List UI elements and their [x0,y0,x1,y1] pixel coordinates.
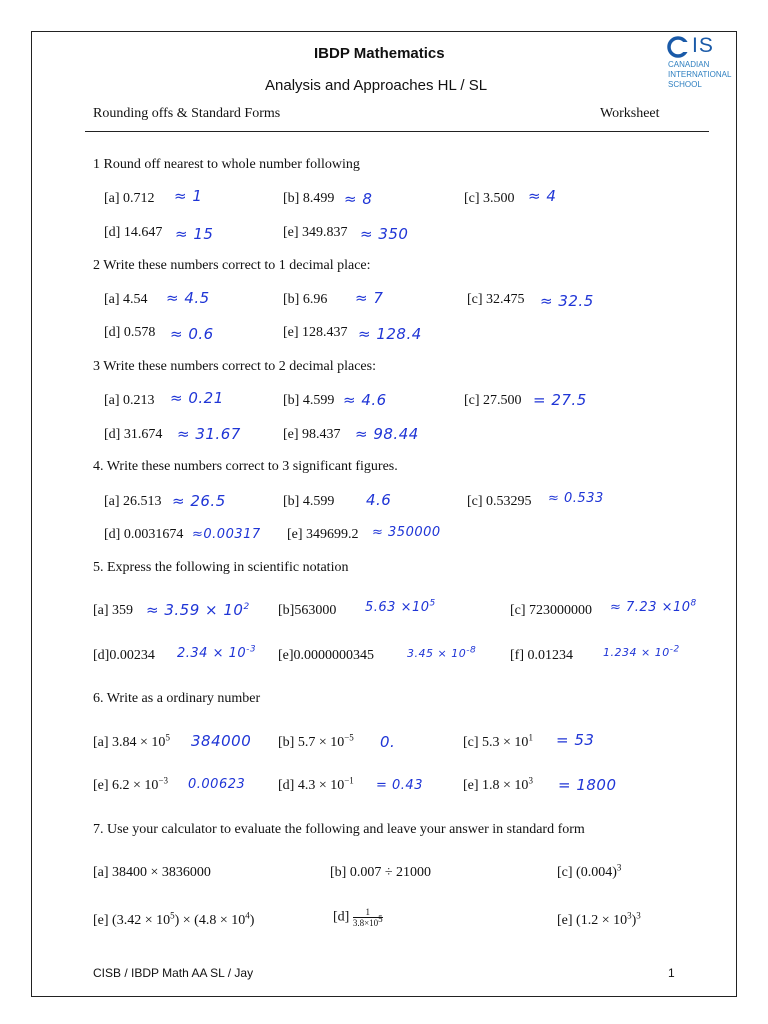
q1-item-a: [a] 0.712 [104,191,155,206]
q1-answer-c: ≈ 4 [528,187,557,205]
question-1-prompt: 1 Round off nearest to whole number following [93,157,360,172]
q2-answer-b: ≈ 7 [355,289,384,307]
q4-item-a: [a] 26.513 [104,494,162,509]
q6-answer-e: = 0.43 [376,778,423,793]
question-6-prompt: 6. Write as a ordinary number [93,691,261,706]
q3-item-a: [a] 0.213 [104,393,155,408]
q2-item-c: [c] 32.475 [467,292,525,307]
q5-item-e: [e]0.0000000345 [278,648,375,663]
q5-answer-a: ≈ $3.59 \times 10^2$ [146,601,250,619]
q6-item-c: [c] $5.3 \times 10^1$ [463,732,533,750]
q1-item-b: [b] 8.499 [283,191,335,206]
q3-answer-c: = 27.5 [533,391,587,409]
q2-item-e: [e] 128.437 [283,325,348,340]
q4-item-e: [e] 349699.2 [287,527,359,542]
q6-item-f: [e] $1.8 \times 10^3$ [463,775,533,793]
page-border [31,31,737,997]
q3-answer-a: ≈ 0.21 [170,389,224,407]
q1-answer-a: ≈ 1 [174,187,203,205]
q5-item-c: [c] 723000000 [510,603,593,618]
q5-answer-e: $3.45 \times 10^{-8}$ [407,645,477,660]
q1-answer-d: ≈ 15 [175,225,214,243]
logo-mark: IS [692,34,714,57]
q1-answer-b: ≈ 8 [344,190,373,208]
q6-answer-f: = 1800 [558,776,617,794]
question-5-prompt: 5. Express the following in scientific notation [93,560,349,575]
q7-item-b: [b] 0.007 ÷ 21000 [330,865,432,880]
q3-item-c: [c] 27.500 [464,393,522,408]
q4-answer-d: ≈0.00317 [192,527,261,542]
q3-answer-b: ≈ 4.6 [343,391,387,409]
q1-item-d: [d] 14.647 [104,225,163,240]
q5-answer-d: $2.34 \times 10^{-3}$ [177,644,257,661]
q2-item-d: [d] 0.578 [104,325,156,340]
doc-title: IBDP Mathematics [314,45,445,62]
q2-answer-a: ≈ 4.5 [166,289,210,307]
q7-item-c: [c] $(0.004)^3$ [557,862,622,880]
q6-item-d: [e] $6.2 \times 10^{-3}$ [93,775,169,793]
q7-item-d-fraction: [d] $\frac{1}{3.8\times 10^5}$ [333,907,383,928]
q1-item-e: [e] 349.837 [283,225,348,240]
q3-answer-e: ≈ 98.44 [355,425,419,443]
q4-answer-b: 4.6 [366,491,392,509]
q1-answer-e: ≈ 350 [360,225,409,243]
q6-answer-d: 0.00623 [188,777,246,792]
q6-answer-c: = 53 [556,731,595,749]
q2-item-a: [a] 4.54 [104,292,148,307]
q6-answer-b: 0. [380,733,396,751]
q2-answer-e: ≈ 128.4 [358,325,422,343]
q5-item-a: [a] 359 [93,603,134,618]
question-7-prompt: 7. Use your calculator to evaluate the following and leave your answer in standard form [93,822,585,837]
question-3-prompt: 3 Write these numbers correct to 2 decimal places: [93,359,376,374]
q2-answer-c: ≈ 32.5 [540,292,594,310]
q5-answer-f: $1.234 \times 10^{-2}$ [603,644,680,659]
q2-answer-d: ≈ 0.6 [170,325,214,343]
question-4-prompt: 4. Write these numbers correct to 3 significant figures. [93,459,398,474]
q5-item-d: [d]0.00234 [93,648,155,663]
school-logo-icon [667,36,689,58]
q6-item-b: [b] $5.7 \times 10^{-5}$ [278,732,354,750]
q3-item-b: [b] 4.599 [283,393,335,408]
q5-item-b: [b]563000 [278,603,337,618]
q4-item-c: [c] 0.53295 [467,494,532,509]
q3-answer-d: ≈ 31.67 [177,425,241,443]
q4-item-d: [d] 0.0031674 [104,527,184,542]
logo-school-name: CANADIAN INTERNATIONAL SCHOOL [668,60,732,89]
q6-item-e: [d] $4.3 \times 10^{-1}$ [278,775,354,793]
q3-item-e: [e] 98.437 [283,427,341,442]
worksheet-label: Worksheet [600,106,660,121]
doc-subtitle: Analysis and Approaches HL / SL [265,77,488,94]
footer-course: CISB / IBDP Math AA SL / Jay [93,966,254,980]
page-number: 1 [668,966,675,980]
q5-item-f: [f] 0.01234 [510,648,573,663]
q1-item-c: [c] 3.500 [464,191,515,206]
topic-label: Rounding offs & Standard Forms [93,106,281,121]
q4-item-b: [b] 4.599 [283,494,335,509]
q7-item-e-power: [e] $(1.2 \times 10^3)^3$ [557,910,641,928]
q4-answer-a: ≈ 26.5 [172,492,226,510]
q2-item-b: [b] 6.96 [283,292,328,307]
header-rule [85,131,709,132]
q6-item-a: [a] $3.84 \times 10^5$ [93,732,170,750]
q5-answer-c: ≈ $7.23 \times 10^8$ [610,598,697,615]
q4-answer-c: ≈ 0.533 [548,491,604,506]
q7-item-e-product: [e] $(3.42 \times 10^5) \times (4.8 \times 10^4)$ [93,910,255,928]
q3-item-d: [d] 31.674 [104,427,163,442]
q4-answer-e: ≈ 350000 [372,525,441,540]
q7-item-a: [a] 38400 × 3836000 [93,865,211,880]
question-2-prompt: 2 Write these numbers correct to 1 decimal place: [93,258,371,273]
q6-answer-a: 384000 [191,732,252,750]
q5-answer-b: $5.63 \times 10^5$ [365,598,436,615]
